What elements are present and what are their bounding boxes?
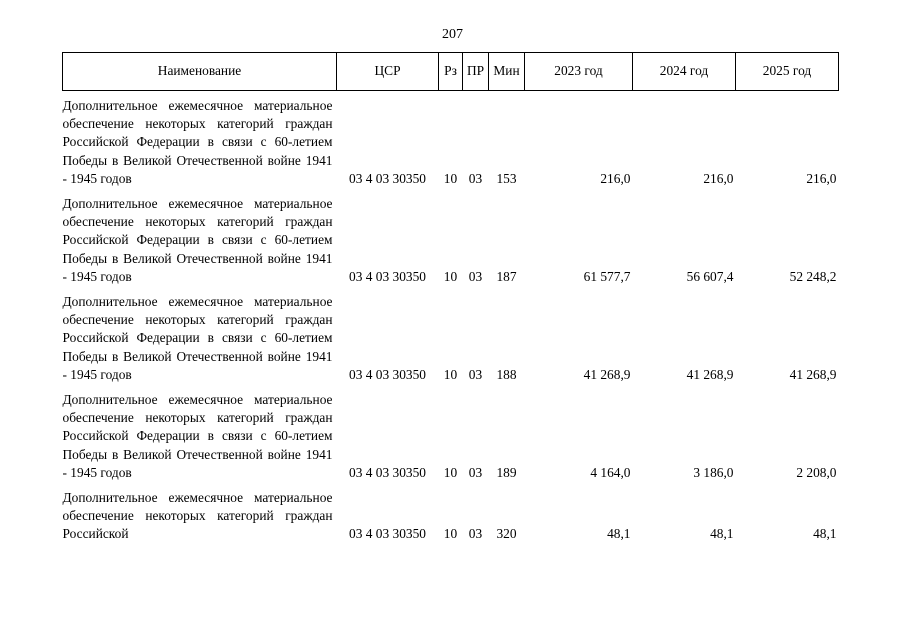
table-header-row xyxy=(63,53,839,91)
row-value-2023: 216,0 xyxy=(600,170,631,186)
row-pr: 03 xyxy=(468,170,483,186)
table-row xyxy=(63,188,839,286)
row-csr: 03 4 03 30350 xyxy=(349,366,426,382)
page-number: 207 xyxy=(442,27,463,42)
row-rz: 10 xyxy=(443,366,458,382)
row-value-2023: 41 268,9 xyxy=(583,366,631,382)
header-2023: 2023 год xyxy=(525,53,633,91)
row-name: Дополнительное ежемесячное материальное обеспечение некоторых категорий граждан Российской Федерации в связи с 60-летием Победы в Великой Отечественной войне 1941 - 1945 годов xyxy=(62,98,333,186)
row-csr: 03 4 03 30350 xyxy=(349,170,426,186)
row-value-2023: 61 577,7 xyxy=(583,268,631,284)
table-row xyxy=(63,286,839,384)
row-value-2025: 41 268,9 xyxy=(789,366,837,382)
row-value-2023: 4 164,0 xyxy=(590,464,631,480)
row-value-2025: 52 248,2 xyxy=(789,268,837,284)
row-csr: 03 4 03 30350 xyxy=(349,464,426,480)
row-name: Дополнительное ежемесячное материальное обеспечение некоторых категорий граждан Российской Федерации в связи с 60-летием Победы в Великой Отечественной войне 1941 - 1945 годов xyxy=(62,294,333,382)
table-row xyxy=(63,91,839,189)
row-pr: 03 xyxy=(468,464,483,480)
header-rz: Рз xyxy=(439,53,463,91)
row-pr: 03 xyxy=(468,366,483,382)
table-row xyxy=(63,482,839,544)
row-min: 188 xyxy=(496,366,517,382)
header-name: Наименование xyxy=(63,53,337,91)
row-csr: 03 4 03 30350 xyxy=(349,268,426,284)
row-value-2024: 41 268,9 xyxy=(686,366,734,382)
row-value-2024: 3 186,0 xyxy=(693,464,734,480)
row-csr: 03 4 03 30350 xyxy=(349,526,426,542)
row-value-2024: 216,0 xyxy=(703,170,734,186)
header-csr: ЦСР xyxy=(337,53,439,91)
row-min: 189 xyxy=(496,464,517,480)
row-name: Дополнительное ежемесячное материальное обеспечение некоторых категорий граждан Российской Федерации в связи с 60-летием Победы в Великой Отечественной войне 1941 - 1945 годов xyxy=(62,196,333,284)
row-value-2024: 48,1 xyxy=(710,526,734,542)
header-min: Мин xyxy=(489,53,525,91)
row-rz: 10 xyxy=(443,464,458,480)
row-value-2025: 216,0 xyxy=(806,170,837,186)
row-rz: 10 xyxy=(443,526,458,542)
budget-table xyxy=(62,52,839,544)
header-2024: 2024 год xyxy=(633,53,736,91)
row-value-2025: 2 208,0 xyxy=(796,464,837,480)
row-min: 153 xyxy=(496,170,517,186)
row-pr: 03 xyxy=(468,268,483,284)
row-rz: 10 xyxy=(443,268,458,284)
header-pr: ПР xyxy=(463,53,489,91)
row-value-2023: 48,1 xyxy=(607,526,631,542)
row-name: Дополнительное ежемесячное материальное обеспечение некоторых категорий граждан Российской xyxy=(62,490,333,542)
table-row xyxy=(63,384,839,482)
row-min: 320 xyxy=(496,526,517,542)
row-rz: 10 xyxy=(443,170,458,186)
header-2025: 2025 год xyxy=(736,53,839,91)
row-value-2025: 48,1 xyxy=(813,526,837,542)
row-pr: 03 xyxy=(468,526,483,542)
row-name: Дополнительное ежемесячное материальное обеспечение некоторых категорий граждан Российской Федерации в связи с 60-летием Победы в Великой Отечественной войне 1941 - 1945 годов xyxy=(62,392,333,480)
row-value-2024: 56 607,4 xyxy=(686,268,734,284)
row-min: 187 xyxy=(496,268,517,284)
